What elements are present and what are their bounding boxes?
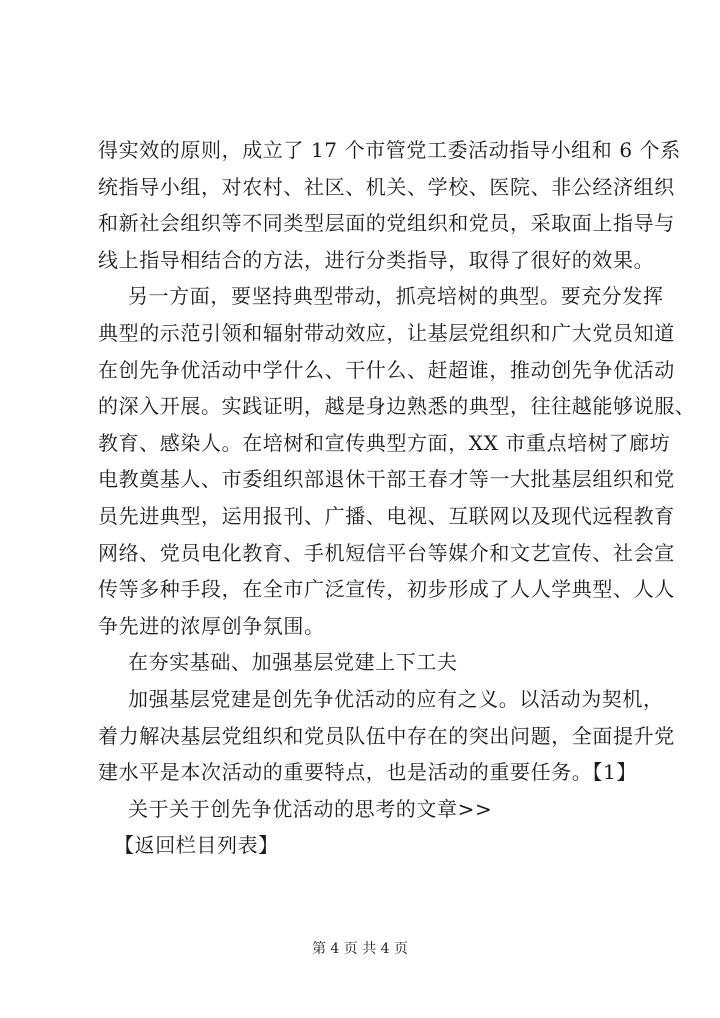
text-line: 网络、党员电化教育、手机短信平台等媒介和文艺宣传、社会宣 [98,540,675,565]
page-number-footer: 第 4 页 共 4 页 [311,941,409,957]
text-line: 传等多种手段，在全市广泛宣传，初步形成了人人学典型、人人 [98,577,675,602]
text-line: 建水平是本次活动的重要特点，也是活动的重要任务。【1】 [98,760,637,785]
text-line: 和新社会组织等不同类型层面的党组织和党员，采取面上指导与 [98,211,675,236]
back-to-list-link[interactable]: 【返回栏目列表】 [114,833,279,858]
text-line: 统指导小组，对农村、社区、机关、学校、医院、非公经济组织 [98,174,675,199]
paragraph-start-line: 另一方面，要坚持典型带动，抓亮培树的典型。要充分发挥 [128,284,664,309]
text-line: 线上指导相结合的方法，进行分类指导，取得了很好的效果。 [98,247,655,272]
text-line: 员先进典型，运用报刊、广播、电视、互联网以及现代远程教育 [98,503,675,528]
paragraph-start-line: 加强基层党建是创先争优活动的应有之义。以活动为契机， [128,686,664,711]
text-line: 电教奠基人、市委组织部退休干部王春才等一大批基层组织和党 [98,467,675,492]
section-heading: 在夯实基础、加强基层党建上下工夫 [128,650,458,675]
text-line: 在创先争优活动中学什么、干什么、赶超谁，推动创先争优活动 [98,357,675,382]
document-body [98,132,696,864]
text-line: 着力解决基层党组织和党员队伍中存在的突出问题，全面提升党 [98,723,675,748]
text-line: 的深入开展。实践证明，越是身边熟悉的典型，往往越能够说服、 [98,394,696,419]
text-line: 教育、感染人。在培树和宣传典型方面，XX 市重点培树了廊坊 [98,430,671,455]
text-line: 得实效的原则，成立了 17 个市管党工委活动指导小组和 6 个系 [98,138,681,162]
related-article-link[interactable]: 关于关于创先争优活动的思考的文章>> [128,796,493,821]
text-line: 争先进的浓厚创争氛围。 [98,613,325,638]
text-line: 典型的示范引领和辐射带动效应，让基层党组织和广大党员知道 [98,320,675,345]
